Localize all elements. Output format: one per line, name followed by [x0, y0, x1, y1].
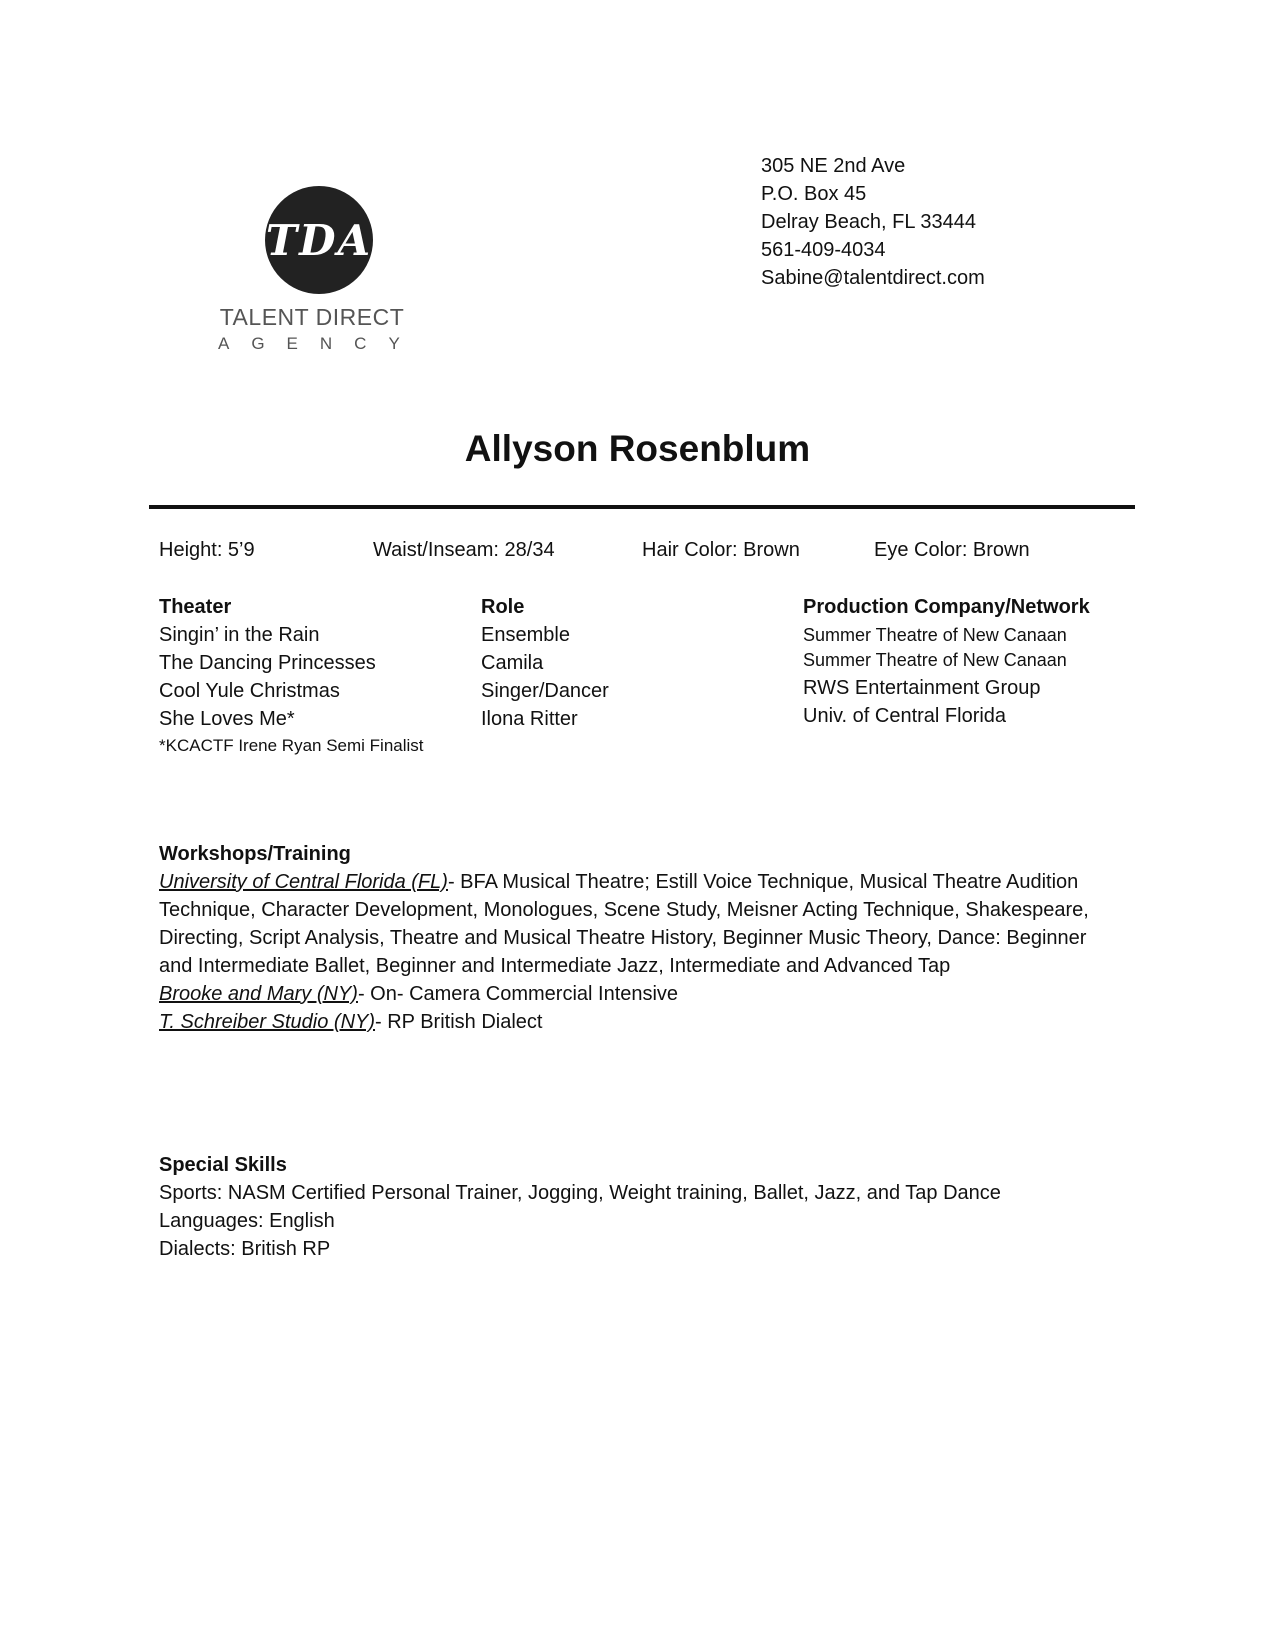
workshop-school: University of Central Florida (FL) [159, 871, 448, 893]
theater-show: Cool Yule Christmas [159, 680, 340, 702]
workshop-school: T. Schreiber Studio (NY) [159, 1011, 376, 1033]
performer-name: Allyson Rosenblum [464, 428, 811, 469]
logo-agency-subtitle: AGENCY [218, 334, 422, 353]
address-phone: 561-409-4034 [761, 239, 886, 261]
workshop-detail: - On- Camera Commercial Intensive [357, 983, 679, 1005]
theater-show-column [159, 593, 424, 759]
logo-monogram: TDA [265, 186, 373, 294]
theater-role: Singer/Dancer [481, 680, 609, 702]
theater-company: Summer Theatre of New Canaan [803, 625, 1067, 645]
address-street: 305 NE 2nd Ave [761, 155, 906, 177]
role-header: Role [481, 596, 525, 618]
theater-show: She Loves Me* [159, 708, 295, 730]
address-city: Delray Beach, FL 33444 [761, 211, 976, 233]
stat-eye: Eye Color: Brown [874, 539, 1030, 561]
logo-agency-name: TALENT DIRECT [219, 304, 405, 330]
skills-languages: Languages: English [159, 1210, 335, 1232]
skills-sports: Sports: NASM Certified Personal Trainer, Jogging, Weight training, Ballet, Jazz, and Tap Dance [159, 1182, 1001, 1204]
skills-dialects: Dialects: British RP [159, 1238, 331, 1260]
theater-role: Camila [481, 652, 544, 674]
theater-show: Singin’ in the Rain [159, 624, 320, 646]
theater-company: Summer Theatre of New Canaan [803, 650, 1067, 670]
theater-header: Theater [159, 596, 232, 618]
theater-role-column [481, 593, 609, 733]
workshop-entry [159, 868, 1119, 980]
theater-company: Univ. of Central Florida [803, 705, 1007, 727]
workshop-entry [159, 1008, 1119, 1036]
stat-height: Height: 5’9 [159, 539, 255, 561]
workshop-school: Brooke and Mary (NY) [159, 983, 358, 1005]
theater-footnote: *KCACTF Irene Ryan Semi Finalist [159, 736, 424, 755]
theater-role: Ilona Ritter [481, 708, 578, 730]
workshop-detail: - RP British Dialect [375, 1011, 543, 1033]
theater-company-column [803, 593, 1090, 730]
workshops-section [159, 840, 1119, 1036]
workshops-header: Workshops/Training [159, 843, 351, 865]
header-divider [149, 505, 1135, 509]
skills-section [159, 1151, 1119, 1263]
theater-show: The Dancing Princesses [159, 652, 376, 674]
workshop-detail: - BFA Musical Theatre; Estill Voice Technique, Musical Theatre Audition Technique, Character Development, Monologues, Scene Study, Meisner Acting Technique, Shakespeare, Directing, Script Analysis, Theatre and Musical Theatre History, Beginner Music Theory, Dance: Beginner and Intermediate Ballet, Beginner and Intermediate Jazz, Intermediate and Advanced Tap [159, 871, 1089, 977]
stat-waist: Waist/Inseam: 28/34 [373, 539, 555, 561]
skills-header: Special Skills [159, 1154, 287, 1176]
address-email: Sabine@talentdirect.com [761, 267, 985, 289]
agency-contact-block [761, 152, 985, 292]
company-header: Production Company/Network [803, 596, 1090, 618]
workshop-entry [159, 980, 1119, 1008]
theater-role: Ensemble [481, 624, 570, 646]
address-po-box: P.O. Box 45 [761, 183, 867, 205]
theater-company: RWS Entertainment Group [803, 677, 1041, 699]
stat-hair: Hair Color: Brown [642, 539, 800, 561]
